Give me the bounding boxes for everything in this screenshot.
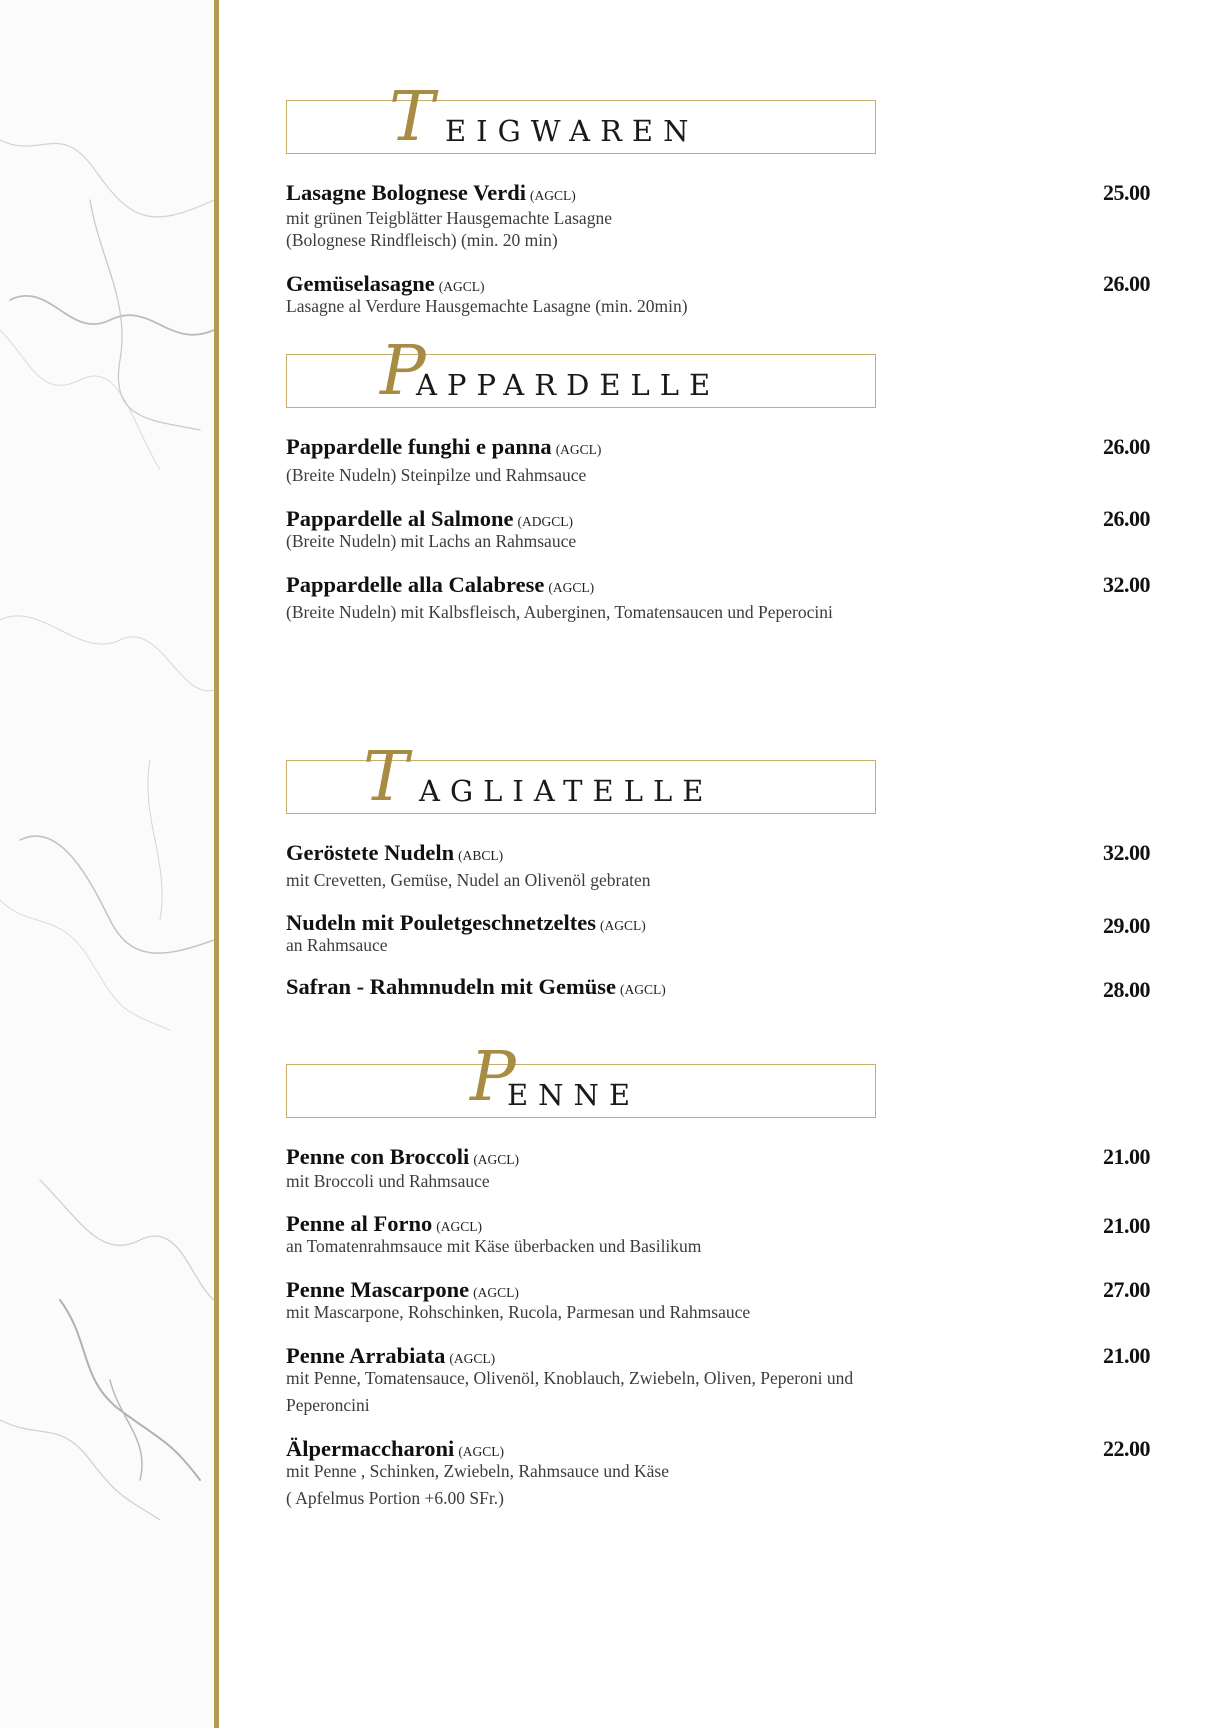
allergen-code: (AGCL) xyxy=(473,1152,520,1167)
item-description: mit Broccoli und Rahmsauce xyxy=(286,1171,490,1191)
item-description: mit Penne, Tomatensauce, Olivenöl, Knoblauch, Zwiebeln, Oliven, Peperoni und xyxy=(286,1368,854,1388)
gold-vertical-rule xyxy=(214,0,219,1728)
section-title-rest: ENNE xyxy=(507,1078,641,1112)
item-description: mit Crevetten, Gemüse, Nudel an Olivenöl gebraten xyxy=(286,870,651,890)
item-name: Safran - Rahmnudeln mit Gemüse xyxy=(286,974,617,999)
item-description: mit grünen Teigblätter Hausgemachte Lasagne xyxy=(286,208,612,228)
section-title-rest: EIGWAREN xyxy=(445,114,699,148)
item-price: 29.00 xyxy=(1103,913,1150,938)
item-description: Lasagne al Verdure Hausgemachte Lasagne (min. 20min) xyxy=(286,296,688,316)
allergen-code: (AGCL) xyxy=(599,918,646,933)
item-price: 22.00 xyxy=(1103,1436,1150,1461)
item-name: Penne con Broccoli xyxy=(286,1144,470,1169)
section-title-initial: P xyxy=(380,332,426,411)
item-description: (Breite Nudeln) mit Kalbsfleisch, Auberginen, Tomatensaucen und Peperocini xyxy=(286,602,833,622)
allergen-code: (AGCL) xyxy=(555,442,602,457)
item-name: Nudeln mit Pouletgeschnetzeltes xyxy=(286,910,596,935)
item-price: 21.00 xyxy=(1103,1343,1150,1368)
item-description: (Breite Nudeln) mit Lachs an Rahmsauce xyxy=(286,531,577,551)
item-name: Penne Mascarpone xyxy=(286,1277,470,1302)
item-description: an Rahmsauce xyxy=(286,935,388,955)
allergen-code: (AGCL) xyxy=(620,982,666,997)
item-price: 28.00 xyxy=(1103,977,1150,1002)
item-name: Geröstete Nudeln xyxy=(286,840,455,865)
allergen-code: (AGCL) xyxy=(548,580,595,595)
allergen-code: (AGCL) xyxy=(458,1444,505,1459)
item-description: an Tomatenrahmsauce mit Käse überbacken und Basilikum xyxy=(286,1236,702,1256)
section-title-rest: AGLIATELLE xyxy=(419,774,714,808)
item-price: 25.00 xyxy=(1103,180,1150,205)
allergen-code: (AGCL) xyxy=(436,1219,482,1234)
section-title-initial: P xyxy=(470,1038,516,1117)
item-name: Pappardelle al Salmone xyxy=(286,506,514,531)
item-name: Lasagne Bolognese Verdi xyxy=(286,180,527,205)
item-description: mit Mascarpone, Rohschinken, Rucola, Parmesan und Rahmsauce xyxy=(286,1302,751,1322)
item-price: 27.00 xyxy=(1103,1277,1150,1302)
item-name: Penne al Forno xyxy=(286,1211,433,1236)
item-description: (Breite Nudeln) Steinpilze und Rahmsauce xyxy=(286,465,587,485)
allergen-code: (AGCL) xyxy=(530,188,576,203)
section-title-rest: APPARDELLE xyxy=(416,368,721,402)
item-price: 26.00 xyxy=(1103,506,1150,531)
allergen-code: (AGCL) xyxy=(438,279,485,294)
item-price: 26.00 xyxy=(1103,434,1150,459)
item-description: (Bolognese Rindfleisch) (min. 20 min) xyxy=(286,230,558,250)
allergen-code: (AGCL) xyxy=(473,1285,519,1300)
item-name: Älpermaccharoni xyxy=(286,1436,455,1461)
section-title-initial: T xyxy=(389,78,435,157)
allergen-code: (ABCL) xyxy=(458,848,504,863)
marble-texture-strip xyxy=(0,0,214,1728)
item-price: 21.00 xyxy=(1103,1144,1150,1169)
item-description: Peperoncini xyxy=(286,1395,370,1415)
allergen-code: (AGCL) xyxy=(449,1351,496,1366)
allergen-code: (ADGCL) xyxy=(517,514,574,529)
item-name: Gemüselasagne xyxy=(286,271,435,296)
item-name: Pappardelle alla Calabrese xyxy=(286,572,545,597)
item-price: 32.00 xyxy=(1103,572,1150,597)
section-title-initial: T xyxy=(363,738,409,817)
marble-veins xyxy=(0,0,214,1728)
item-description: mit Penne , Schinken, Zwiebeln, Rahmsauce und Käse xyxy=(286,1461,669,1481)
item-price: 26.00 xyxy=(1103,271,1150,296)
item-name: Penne Arrabiata xyxy=(286,1343,446,1368)
item-description: ( Apfelmus Portion +6.00 SFr.) xyxy=(286,1488,504,1508)
item-name: Pappardelle funghi e panna xyxy=(286,434,552,459)
item-price: 32.00 xyxy=(1103,840,1150,865)
item-price: 21.00 xyxy=(1103,1213,1150,1238)
